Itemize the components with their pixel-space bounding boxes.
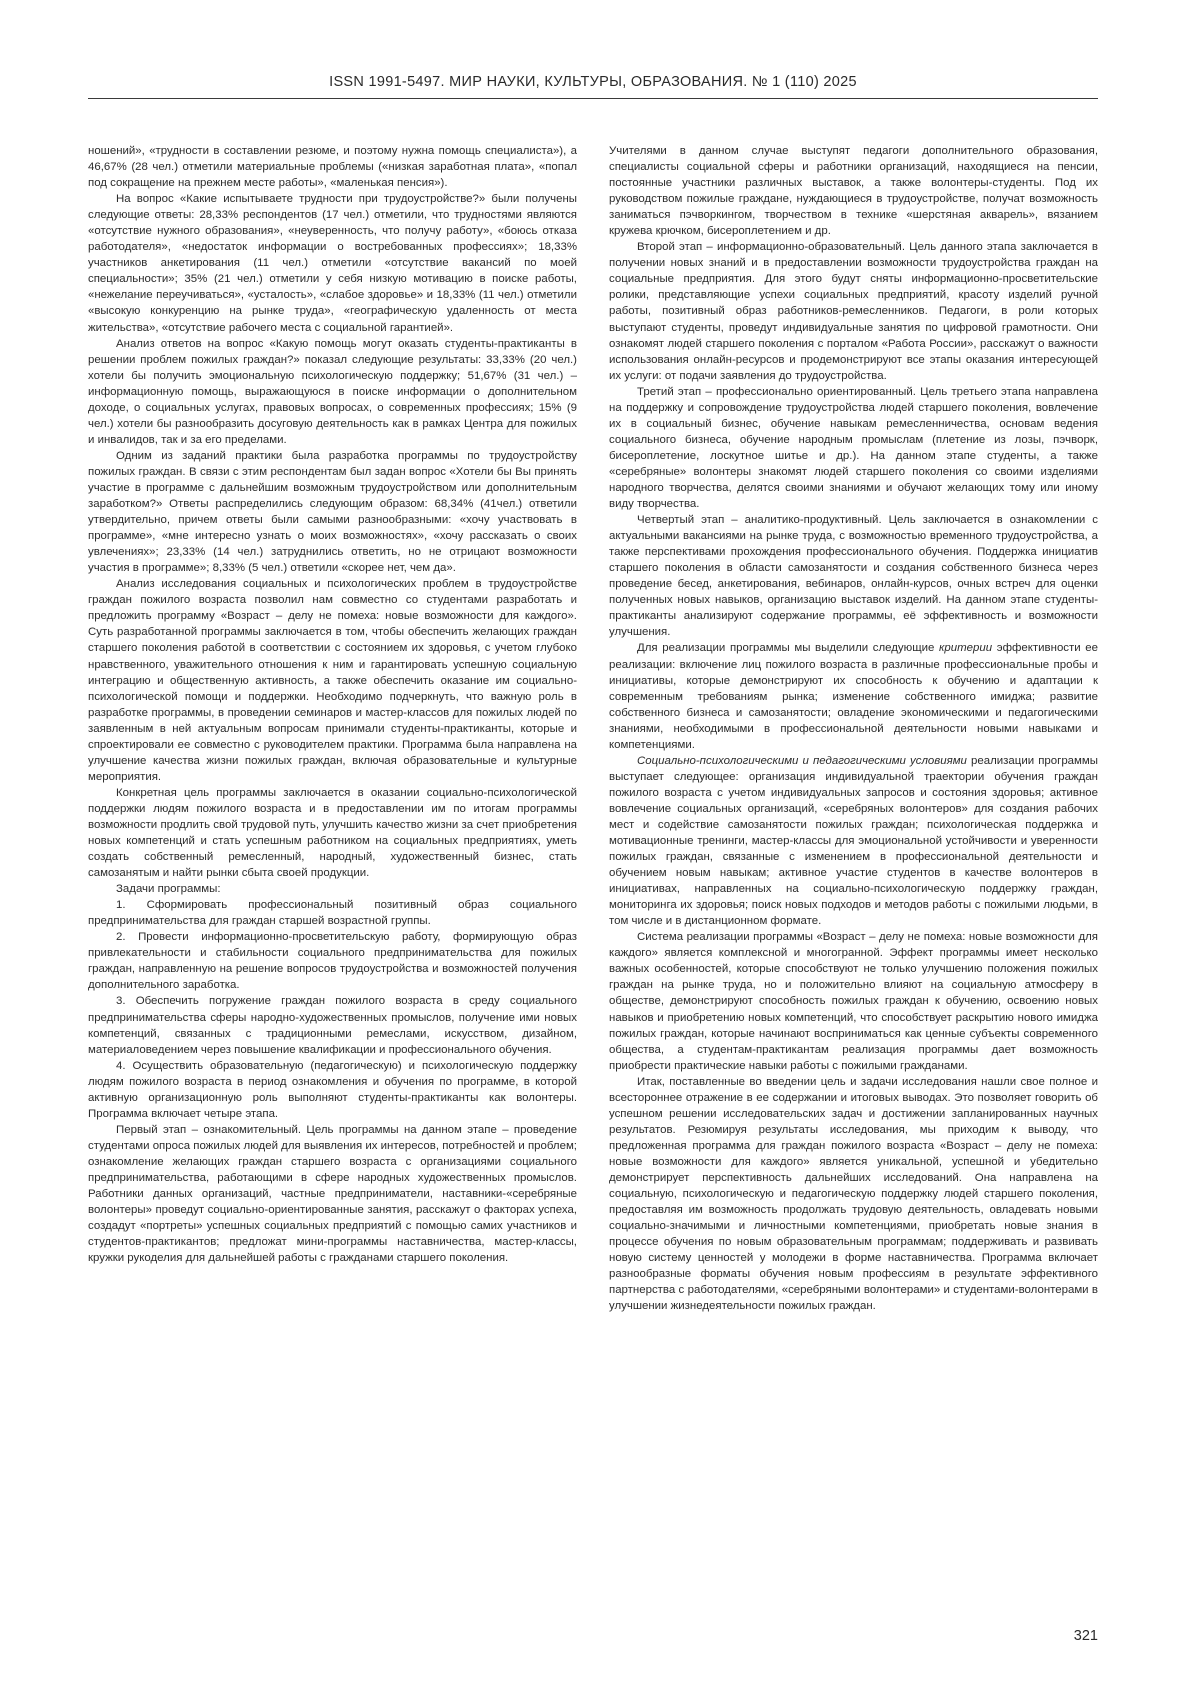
- paragraph: Учителями в данном случае выступят педагоги дополнительного образования, специалисты социальной сферы и работники организаций, находящиеся на пенсии, постоянные участники различных выставок, а также волонтеры-студенты. Под их руководством пожилые граждане, нуждающиеся в трудоустройстве, получат возможность заниматься пэчворкингом, творчеством в технике «шерстяная акварель», вязанием кружева крючком, бисероплетением и др.: [609, 143, 1098, 239]
- task-item: 1. Сформировать профессиональный позитивный образ социального предпринимательства для граждан старшей возрастной группы.: [88, 897, 577, 929]
- paragraph: Анализ исследования социальных и психологических проблем в трудоустройстве граждан пожилого возраста позволил нам совместно со студентами разработать и предложить программу «Возраст – делу не помеха: новые возможности для каждого». Суть разработанной программы заключается в том, чтобы обеспечить желающих граждан старшего поколения работой в соответствии с состоянием их здоровья, с учетом глубоко нравственного, уважительного отношения к ним и гарантировать успешную социальную интеграцию и общественную активность, а также обеспечить оказание им социально-психологической помощи и поддержки. Необходимо подчеркнуть, что важную роль в разработке программы, в проведении семинаров и мастер-классов для пожилых людей по заявленным в ней актуальным вопросам принимали студенты-практиканты, которые и спроектировали ее совместно с руководителем практики. Программа была направлена на улучшение качества жизни пожилых граждан, включая образовательные и культурные мероприятия.: [88, 576, 577, 785]
- task-item: 2. Провести информационно-просветительскую работу, формирующую образ привлекательности и стабильности социального предпринимательства для пожилых граждан, направленную на решение вопросов трудоустройства и возможностей получения дополнительного заработка.: [88, 929, 577, 993]
- task-item: 3. Обеспечить погружение граждан пожилого возраста в среду социального предпринимательства сферы народно-художественных промыслов, получение ими новых компетенций, связанных с традиционными ремеслами, искусством, дизайном, материаловедением через повышение квалификации и профессионального обучения.: [88, 993, 577, 1057]
- task-item: 4. Осуществить образовательную (педагогическую) и психологическую поддержку людям пожилого возраста в период ознакомления и обучения по программе, в которой активную организационную роль выполняют студенты-практиканты как волонтеры. Программа включает четыре этапа.: [88, 1058, 577, 1122]
- paragraph: Итак, поставленные во введении цель и задачи исследования нашли свое полное и всестороннее отражение в ее содержании и итоговых выводах. Это позволяет говорить об успешном решении исследовательских задач и достижении запланированных научных результатов. Резюмируя результаты исследования, мы приходим к выводу, что предложенная программа для граждан пожилого возраста «Возраст – делу не помеха: новые возможности для каждого» является уникальной, успешной и убедительно демонстрирует перспективность дальнейших исследований. Она направлена на социальную, психологическую и педагогическую поддержку людей старшего поколения, предоставляя им возможность продолжать трудовую деятельность, овладевать новыми социально-значимыми и личностными компетенциями, приобретать новые знания в процессе обучения по новым образовательным программам; поддерживать и развивать новую систему ценностей у молодежи в форме наставничества. Программа включает разнообразные форматы обучения новым профессиям в результате эффективного партнерства с работодателями, «серебряными волонтерами» и студентами-волонтерами в улучшении жизнедеятельности пожилых граждан.: [609, 1074, 1098, 1315]
- paragraph: На вопрос «Какие испытываете трудности при трудоустройстве?» были получены следующие ответы: 28,33% респондентов (17 чел.) отметили, что трудностями являются «отсутствие нужного образования», «неуверенность, что получу работу», «боюсь отказа работодателя», «недостаток информации о востребованных профессиях»; 18,33% участников анкетирования (11 чел.) отметили «отсутствие вакансий по моей специальности»; 35% (21 чел.) отметили у себя низкую мотивацию в поиске работы, «нежелание переучиваться», «усталость», «слабое здоровье» и 18,33% (11 чел.) отметили «высокую конкуренцию на рынке труда», «географическую удаленность от места жительства», «отсутствие рабочего места с социальной гарантией».: [88, 191, 577, 335]
- italic-term: критерии: [939, 642, 992, 654]
- page-number: 321: [1040, 1628, 1098, 1644]
- paragraph-criteria: [609, 640, 1098, 752]
- paragraph: Второй этап – информационно-образовательный. Цель данного этапа заключается в получении новых знаний и в предоставлении возможности трудоустройства граждан на социальные предприятия. Для этого будут сняты информационно-просветительские ролики, представляющие успехи социальных предприятий, красоту изделий ручной работы, позитивный образ работников-ремесленников. Педагоги, в роли которых выступают студенты, проведут индивидуальные занятия по цифровой грамотности. Они ознакомят людей старшего поколения с порталом «Работа России», расскажут о важности использования онлайн-ресурсов и продемонстрируют все этапы оказания интересующей их услуги: от подачи заявления до трудоустройства.: [609, 239, 1098, 383]
- text-run: Для реализации программы мы выделили следующие: [637, 642, 939, 654]
- text-run: эффективности ее реализации: включение лиц пожилого возраста в различные профессиональные пробы и инициативы, которые демонстрируют их способность к обучению и адаптации к современным требованиям рынка; изменение собственного имиджа; развитие собственного бизнеса и самозанятости; овладение экономическими и педагогическими знаниями, необходимыми в профессиональной деятельности новыми навыками и компетенциями.: [609, 642, 1098, 750]
- paragraph: Анализ ответов на вопрос «Какую помощь могут оказать студенты-практиканты в решении проблем пожилых граждан?» показал следующие результаты: 33,33% (20 чел.) хотели бы получить эмоциональную психологическую поддержку; 51,67% (31 чел.) – информационную помощь, выражающуюся в поиске информации о дополнительном доходе, о социальных услугах, правовых вопросах, о современных профессиях; 15% (9 чел.) хотели бы разнообразить досуговую деятельность как в рамках Центра для пожилых и инвалидов, так и за его пределами.: [88, 336, 577, 448]
- header-rule: [88, 98, 1098, 99]
- left-column: [88, 143, 577, 1266]
- paragraph: Первый этап – ознакомительный. Цель программы на данном этапе – проведение студентами опроса пожилых людей для выявления их интересов, потребностей и проблем; ознакомление желающих граждан старшего возраста с организациями социального предпринимательства, работающими в сфере народных художественных промыслов. Работники данных организаций, частные предприниматели, наставники-«серебряные волонтеры» проведут социально-ориентированные занятия, расскажут о факторах успеха, создадут «портреты» успешных социальных предприятий с помощью самих участников и студентов-практикантов; предложат мини-программы наставничества, мастер-классы, кружки рукоделия для дальнейшей работы с гражданами старшего поколения.: [88, 1122, 577, 1266]
- paragraph: Одним из заданий практики была разработка программы по трудоустройству пожилых граждан. В связи с этим респондентам был задан вопрос «Хотели бы Вы принять участие в программе с дальнейшим возможным трудоустройством или дополнительным заработком?» Ответы распределились следующим образом: 68,34% (41чел.) ответили утвердительно, причем ответы были самыми разнообразными: «хочу участвовать в программе», «мне интересно узнать о моих возможностях», «хочу рассказать о своих увлечениях»; 23,33% (14 чел.) затруднились ответить, но не отрицают возможности участия в программе»; 8,33% (5 чел.) ответили «скорее нет, чем да».: [88, 448, 577, 576]
- italic-term: Социально-психологическими и педагогическими условиями: [637, 755, 967, 767]
- paragraph-conditions: [609, 753, 1098, 930]
- tasks-heading: Задачи программы:: [88, 881, 577, 897]
- paragraph: Четвертый этап – аналитико-продуктивный. Цель заключается в ознакомлении с актуальными вакансиями на рынке труда, с возможностью временного трудоустройства, а также перспективами прохождения профессионального обучения. Поддержка инициатив старшего поколения в области самозанятости и создания собственного бизнеса через проведение бесед, анкетирования, вебинаров, онлайн-курсов, очных встреч для оценки полученных новых навыков, организацию выставок изделий. На данном этапе студенты-практиканты анализируют содержание программы, её эффективность и возможности улучшения.: [609, 512, 1098, 640]
- right-column: [609, 143, 1098, 1314]
- paragraph: Система реализации программы «Возраст – делу не помеха: новые возможности для каждого» является комплексной и многогранной. Эффект программы имеет несколько важных особенностей, которые способствуют не только улучшению положения пожилых граждан на рынке труда, но и положительно влияют на социальную атмосферу в обществе, демонстрируют способность пожилых граждан к обучению, освоению новых навыков и приобретению новых компетенций, что способствует раскрытию нового имиджа пожилых граждан, которые начинают восприниматься как ценные субъекты современного общества, а студентам-практикантам реализация программы дает возможность приобрести практические навыки работы с пожилыми гражданами.: [609, 929, 1098, 1073]
- text-run: реализации программы выступает следующее: организация индивидуальной траектории обучения граждан пожилого возраста с учетом индивидуальных запросов и состояния здоровья; активное вовлечение социальных организаций, «серебряных волонтеров» для создания рабочих мест и содействие самозанятости пожилых граждан; психологическая поддержка и мотивационные тренинги, мастер-классы для эмоциональной устойчивости и уверенности пожилых граждан, связанные с изменением в профессиональной деятельности и обучением новым навыкам; активное участие студентов в качестве волонтеров в инициативах, направленных на социально-психологическую поддержку граждан, мониторинга их здоровья; поиск новых подходов и методов работы с пожилыми людьми, в том числе и в дистанционном формате.: [609, 755, 1098, 927]
- paragraph: ношений», «трудности в составлении резюме, и поэтому нужна помощь специалиста»), а 46,67% (28 чел.) отметили материальные проблемы («низкая заработная плата», «попал под сокращение на прежнем месте работы», «маленькая пенсия»).: [88, 143, 577, 191]
- paragraph: Конкретная цель программы заключается в оказании социально-психологической поддержки людям пожилого возраста и в предоставлении им по итогам программы возможности продлить свой трудовой путь, улучшить качество жизни за счет приобретения новых компетенций и стать успешным работником на социальных предприятиях, уметь создать собственный ремесленный, народный, художественный бизнес, стать самозанятым и найти рынки сбыта своей продукции.: [88, 785, 577, 881]
- paragraph: Третий этап – профессионально ориентированный. Цель третьего этапа направлена на поддержку и сопровождение трудоустройства людей старшего поколения, вовлечение их в социальный бизнес, обучение навыкам ремесленничества, основам ведения социального бизнеса, обучение народным промыслам (плетение из лозы, пэчворк, бисероплетение, лоскутное шитье и др.). На данном этапе студенты, а также «серебряные» волонтеры знакомят людей старшего поколения со своими изделиями народного творчества, делятся своими знаниями и обучают желающих тому или иному виду творчества.: [609, 384, 1098, 512]
- journal-header: ISSN 1991-5497. МИР НАУКИ, КУЛЬТУРЫ, ОБРАЗОВАНИЯ. № 1 (110) 2025: [88, 74, 1098, 100]
